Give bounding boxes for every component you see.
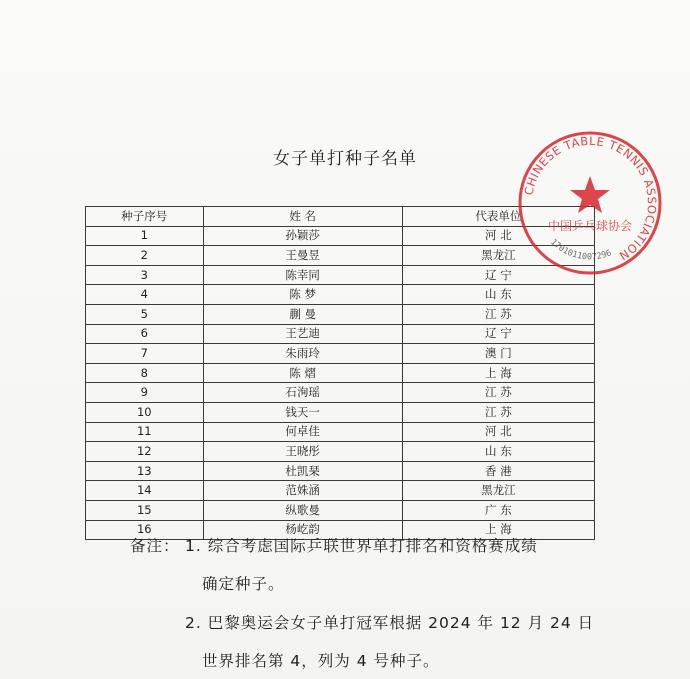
table-row [86,442,595,462]
seed-number-cell: 15 [86,500,204,520]
name-cell: 陈幸同 [203,265,402,285]
unit-cell: 广 东 [402,500,594,520]
unit-cell: 江 苏 [402,402,594,422]
note-item-2-line-2: 世界排名第 4，列为 4 号种子。 [202,652,440,670]
unit-cell: 河 北 [402,226,594,246]
name-cell: 孙颖莎 [203,226,402,246]
table-row [86,481,595,501]
name-cell: 石洵瑶 [203,383,402,403]
unit-cell: 河 北 [402,422,594,442]
unit-cell: 山 东 [402,285,594,305]
seal-outer-text: CHINESE TABLE TENNIS ASSOCIATION [521,133,660,264]
name-cell: 陈 梦 [203,285,402,305]
unit-cell: 澳 门 [402,344,594,364]
name-cell: 杜凯琹 [203,461,402,481]
name-cell: 杨屹韵 [203,520,402,540]
seed-number-cell: 2 [86,246,204,266]
name-cell: 朱雨玲 [203,344,402,364]
seal-star-icon [570,176,610,213]
unit-cell: 上 海 [402,520,594,540]
table-row [86,304,595,324]
table-row [86,344,595,364]
note-item-1-line-2: 确定种子。 [202,575,285,593]
unit-cell: 江 苏 [402,383,594,403]
seed-number-cell: 3 [86,265,204,285]
table-row [86,383,595,403]
unit-cell: 辽 宁 [402,324,594,344]
table-row [86,285,595,305]
unit-cell: 辽 宁 [402,265,594,285]
header-unit: 代表单位 [402,207,594,227]
association-seal [515,128,665,278]
table-row [86,461,595,481]
document-title: 女子单打种子名单 [273,149,417,169]
note-item-2-line-1: 2. 巴黎奥运会女子单打冠军根据 2024 年 12 月 24 日 [185,614,595,632]
name-cell: 陈 熠 [203,363,402,383]
seal-number: 1701011007296 [548,237,614,263]
name-cell: 钱天一 [203,402,402,422]
notes-label: 备注： [130,537,180,555]
seed-number-cell: 10 [86,402,204,422]
header-seed-number: 种子序号 [86,207,204,227]
seed-number-cell: 1 [86,226,204,246]
unit-cell: 山 东 [402,442,594,462]
seal-inner-text: 中国乒乓球协会 [547,219,633,233]
note-item-1-line-1: 1. 综合考虑国际乒联世界单打排名和资格赛成绩 [185,537,538,555]
table-row [86,422,595,442]
name-cell: 王曼昱 [203,246,402,266]
name-cell: 纵歌曼 [203,500,402,520]
header-name: 姓 名 [203,207,402,227]
name-cell: 王晓彤 [203,442,402,462]
table-row [86,363,595,383]
seed-number-cell: 14 [86,481,204,501]
name-cell: 蒯 曼 [203,304,402,324]
unit-cell: 上 海 [402,363,594,383]
name-cell: 范姝涵 [203,481,402,501]
table-row [86,324,595,344]
unit-cell: 香 港 [402,461,594,481]
seed-number-cell: 12 [86,442,204,462]
name-cell: 何卓佳 [203,422,402,442]
unit-cell: 黑龙江 [402,481,594,501]
table-row [86,500,595,520]
seed-number-cell: 13 [86,461,204,481]
seed-number-cell: 7 [86,344,204,364]
unit-cell: 黑龙江 [402,246,594,266]
table-row [86,402,595,422]
seed-number-cell: 4 [86,285,204,305]
seed-number-cell: 8 [86,363,204,383]
seed-number-cell: 6 [86,324,204,344]
unit-cell: 江 苏 [402,304,594,324]
name-cell: 王艺迪 [203,324,402,344]
seed-number-cell: 11 [86,422,204,442]
seed-number-cell: 9 [86,383,204,403]
seed-number-cell: 16 [86,520,204,540]
seed-number-cell: 5 [86,304,204,324]
